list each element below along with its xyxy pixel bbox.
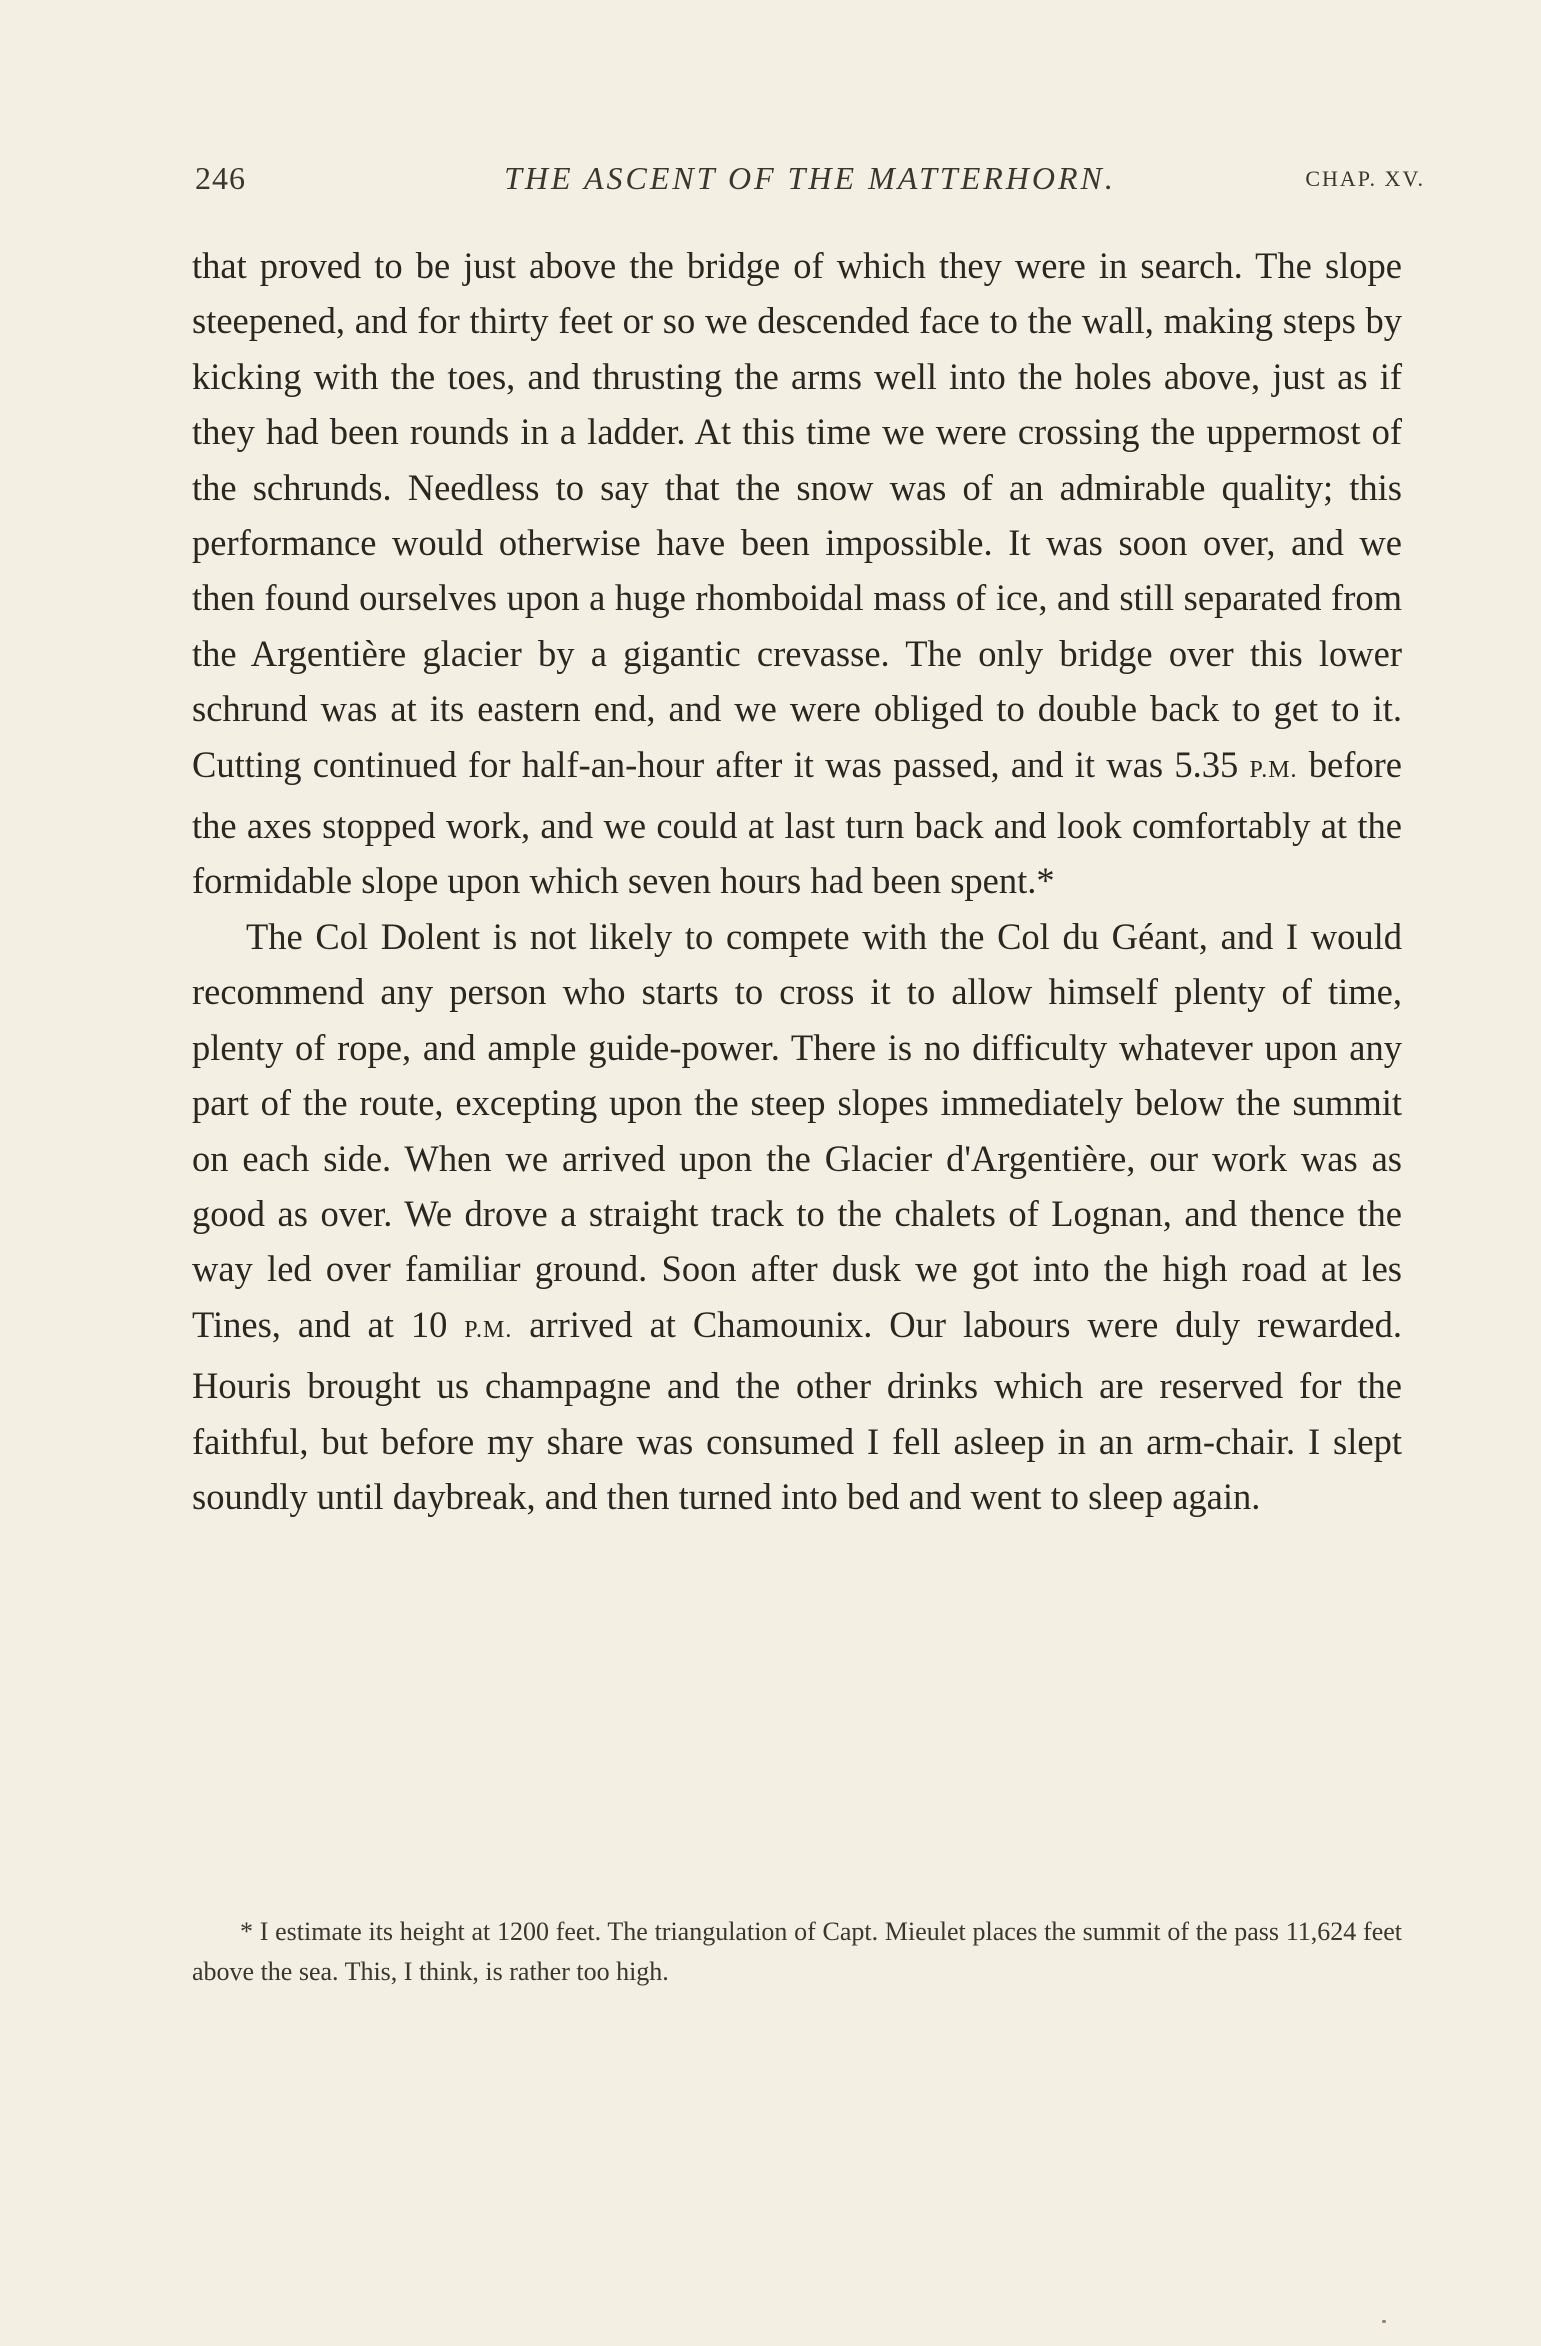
paper-speck: [1382, 2320, 1386, 2323]
chapter-label: CHAP. XV.: [1305, 166, 1425, 191]
paragraph: [192, 238, 1402, 909]
running-head: [195, 160, 1425, 204]
paragraph-text: arrived at Chamounix. Our labours were duly rewarded. Houris brought us champagne and the other drinks which are reserved for the faithful, but before my share was consumed I fell asleep in an arm-chair. I slept soundly until daybreak, and then turned into bed and went to sleep again.: [192, 1303, 1403, 1517]
time-abbreviation: P.M.: [1249, 756, 1298, 783]
paragraph-text: The Col Dolent is not likely to compete with the Col du Géant, and I would recommend any person who starts to cross it to allow himself plenty of time, plenty of rope, and ample guide-power. There is no difficulty whatever upon any part of the route, excepting upon the steep slopes immediately below the summit on each side. When we arrived upon the Glacier d'Argentière, our work was as good as over. We drove a straight track to the chalets of Lognan, and thence the way led over familiar ground. Soon after dusk we got into the high road at les Tines, and at 10: [192, 915, 1402, 1345]
time-abbreviation: P.M.: [464, 1316, 513, 1343]
paragraph-text: that proved to be just above the bridge of which they were in search. The slope steepened, and for thirty feet or so we descended face to the wall, making steps by kicking with the toes, and thrusting the arms well into the holes above, just as if they had been rounds in a ladder. At this time we were crossing the uppermost of the schrunds. Needless to say that the snow was of an admirable quality; this performance would otherwise have been impossible. It was soon over, and we then found ourselves upon a huge rhomboidal mass of ice, and still separated from the Argentière glacier by a gigantic crevasse. The only bridge over this lower schrund was at its eastern end, and we were obliged to double back to get to it. Cutting continued for half-an-hour after it was passed, and it was 5.35: [192, 245, 1402, 785]
body-text: [192, 238, 1402, 1524]
paragraph-text: before the axes stopped work, and we could at last turn back and look comfortably at the formidable slope upon which seven hours had been spent.*: [192, 743, 1403, 902]
footnote: * I estimate its height at 1200 feet. The triangulation of Capt. Mieulet places the summit of the pass 11,624 feet above the sea. This, I think, is rather too high.: [192, 1917, 1402, 1986]
paragraph: [192, 909, 1402, 1524]
page-number: 246: [195, 160, 246, 196]
book-title: THE ASCENT OF THE MATTERHORN.: [504, 160, 1116, 196]
